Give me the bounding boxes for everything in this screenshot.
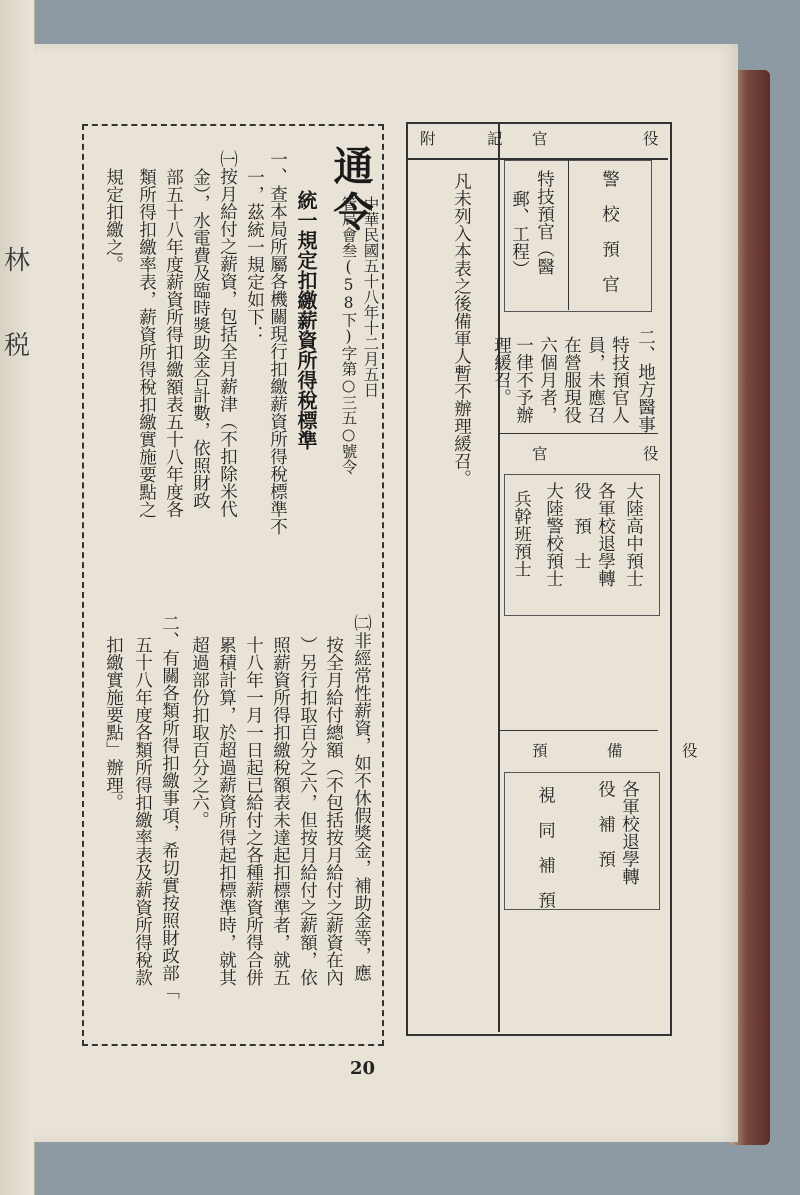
section2-top-rule — [500, 433, 658, 434]
section3-header: 預 備 役 — [532, 742, 720, 760]
notice-lower-column-8: 二、有關各類所得扣繳事項，希切實按照財政部「 — [159, 614, 180, 999]
notice-reference: 管局會叁(58下)字第○三五○號令 — [339, 196, 358, 475]
notice-lower-column-1: ㈡非經常性薪資，如不休假獎金，補助金等，應 — [351, 614, 372, 982]
section1-lower-col-6: 一律不予辦 — [513, 336, 534, 424]
notice-lower-column-7: 超過部份扣取百分之六。 — [189, 636, 210, 829]
section2-col-1: 大陸高中預士 — [623, 482, 644, 587]
notice-lower-column-10: 扣繳實施要點」辦理。 — [103, 636, 124, 811]
notice-lower-column-5: 十八年一月一日起已給付之各種薪資所得合併 — [243, 636, 264, 986]
notice-column-1: 一、查本局所屬各機關現行扣繳薪資所得稅標準不 — [267, 150, 288, 535]
page-number: 20 — [350, 1058, 376, 1079]
notice-column-7: 規定扣繳之。 — [103, 168, 124, 273]
section3-col-2: 役 補 預 — [595, 780, 616, 868]
notice-lower-column-9: 五十八年度各類所得扣繳率表及薪資所得稅款 — [132, 636, 153, 986]
notice-column-3: ㈠按月給付之薪資，包括全月薪津（不扣除米代 — [217, 150, 238, 518]
section3-top-rule — [500, 730, 658, 731]
section1-police-cadet: 警 校 預 官 — [599, 170, 620, 293]
section1-special-tech: 特技預官（醫 — [534, 170, 555, 275]
section2-header: 官 役 — [532, 445, 699, 463]
notice-heading: 統一規定扣繳薪資所得稅標準 — [294, 190, 318, 450]
notice-date: 中華民國五十八年十二月五日 — [361, 196, 380, 398]
notice-column-6: 類所得扣繳率表，薪資所得稅扣繳實施要點之 — [136, 168, 157, 518]
remarks-header: 附 記 — [420, 130, 521, 148]
prev-page-char-2: 税 — [4, 331, 31, 361]
section1-lower-col-7: 理緩召。 — [491, 336, 512, 406]
previous-page-edge — [0, 0, 35, 1195]
section3-col-1: 各軍校退學轉 — [619, 780, 640, 885]
notice-column-2: 一，茲統一規定如下： — [244, 168, 265, 343]
section3-col-3: 視 同 補 預 — [535, 786, 556, 909]
remarks-text: 凡未列入本表之後備軍人暫不辦理緩召。 — [451, 172, 472, 487]
notice-column-4: 金），水電費及臨時獎助金合計數，依照財政 — [190, 168, 211, 510]
table-remarks-divider — [498, 122, 500, 1032]
notice-lower-column-6: 累積計算，於超過薪資所得起扣標準時，就其 — [216, 636, 237, 986]
notice-lower-column-3: ）另行扣取百分之六，但按月給付之薪額，依 — [297, 636, 318, 986]
section1-lower-col-1: 二、地方醫事 — [635, 328, 656, 433]
section2-col-3: 役 預 士 — [571, 482, 592, 570]
section1-lower-col-2: 特技預官人 — [609, 336, 630, 424]
notice-lower-column-4: 照薪資所得扣繳稅額表未達起扣標準者，就五 — [270, 636, 291, 986]
section1-special-tech-2: 郵、工程） — [509, 190, 530, 278]
prev-page-char-1: 林 — [4, 246, 31, 276]
notice-title: 通令 — [327, 145, 374, 237]
notice-column-5: 部五十八年度薪資所得扣繳額表五十八年度各 — [163, 168, 184, 518]
section1-box-divider — [568, 160, 569, 310]
section2-col-5: 兵幹班預士 — [511, 490, 532, 578]
section1-lower-col-3: 員，未應召 — [585, 336, 606, 424]
section1-lower-col-5: 六個月者， — [537, 336, 558, 424]
notice-lower-column-2: 按全月給付總額（不包括按月給付之薪資在內 — [323, 636, 344, 986]
section2-col-4: 大陸警校預士 — [543, 482, 564, 587]
section1-lower-col-4: 在營服現役 — [561, 336, 582, 424]
section1-header: 官 役 — [532, 130, 699, 148]
section2-col-2: 各軍校退學轉 — [595, 482, 616, 587]
